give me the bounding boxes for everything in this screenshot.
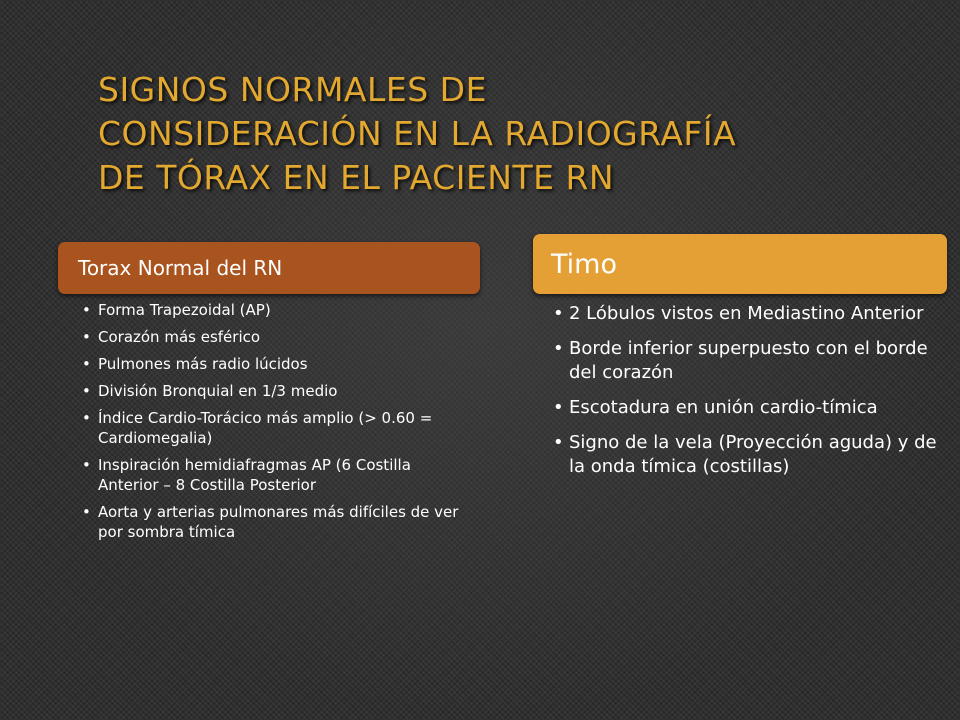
list-item: [82, 502, 472, 542]
list-item: [82, 381, 472, 401]
bullet-icon: •: [82, 409, 91, 427]
list-item: [553, 396, 947, 420]
bullet-icon: •: [553, 303, 564, 324]
right-panel-list: [553, 302, 947, 479]
list-item: [82, 327, 472, 347]
list-item: [82, 300, 472, 320]
slide-title-line: CONSIDERACIÓN EN LA RADIOGRAFÍA: [98, 114, 737, 153]
list-item: [82, 455, 472, 495]
bullet-icon: •: [82, 328, 91, 346]
list-item-text: Forma Trapezoidal (AP): [98, 301, 271, 319]
list-item-text: Escotadura en unión cardio-tímica: [569, 397, 878, 418]
list-item: [82, 354, 472, 374]
left-panel-header-label: Torax Normal del RN: [78, 256, 283, 280]
list-item-text: Corazón más esférico: [98, 328, 261, 346]
left-panel: [58, 242, 480, 549]
bullet-icon: •: [553, 432, 564, 453]
bullet-icon: •: [82, 355, 91, 373]
bullet-icon: •: [553, 338, 564, 359]
bullet-icon: •: [82, 301, 91, 319]
right-panel-header-label: Timo: [551, 248, 617, 280]
left-panel-header: [58, 242, 480, 294]
list-item-text: Signo de la vela (Proyección aguda) y de la onda tímica (costillas): [569, 432, 937, 477]
bullet-icon: •: [553, 397, 564, 418]
bullet-icon: •: [82, 503, 91, 521]
list-item-text: Inspiración hemidiafragmas AP (6 Costilla Anterior – 8 Costilla Posterior: [98, 456, 411, 494]
list-item: [553, 337, 947, 385]
slide-title: [98, 68, 898, 200]
slide-title-line: DE TÓRAX EN EL PACIENTE RN: [98, 158, 615, 197]
left-panel-list: [82, 300, 472, 542]
right-panel: [533, 234, 947, 490]
list-item: [553, 302, 947, 326]
bullet-icon: •: [82, 456, 91, 474]
list-item-text: Índice Cardio-Torácico más amplio (> 0.60 = Cardiomegalia): [98, 409, 433, 447]
list-item-text: División Bronquial en 1/3 medio: [98, 382, 338, 400]
list-item-text: Pulmones más radio lúcidos: [98, 355, 308, 373]
list-item-text: Aorta y arterias pulmonares más difíciles de ver por sombra tímica: [98, 503, 459, 541]
list-item: [82, 408, 472, 448]
list-item-text: 2 Lóbulos vistos en Mediastino Anterior: [569, 303, 924, 324]
bullet-icon: •: [82, 382, 91, 400]
right-panel-header: [533, 234, 947, 294]
list-item-text: Borde inferior superpuesto con el borde del corazón: [569, 338, 928, 383]
slide-title-line: SIGNOS NORMALES DE: [98, 70, 487, 109]
list-item: [553, 431, 947, 479]
